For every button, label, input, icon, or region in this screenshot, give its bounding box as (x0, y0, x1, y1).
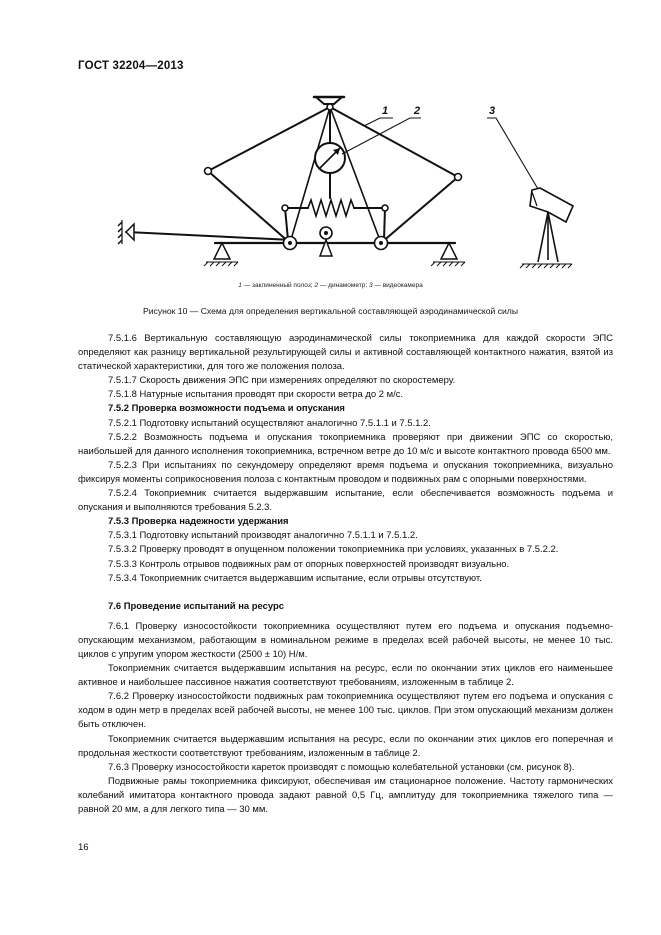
paragraph: 7.5.3.2 Проверку проводят в опущенном положении токоприемника при условиях, указанных в 7.5.2.2. (108, 544, 559, 556)
legend-num-2: 2 (314, 282, 319, 289)
paragraph: Подвижные рамы токоприемника фиксируют, обеспечивая им стационарное положение. Частоту гармонических колебаний имитатора контактного провода задают равной 0,5 Гц, амплитуду для токоприемника тяжелого типа — равной 20 мм, а для легкого типа — 30 мм. (78, 775, 613, 815)
legend-text-1: — заклиненный полоз; (241, 282, 315, 289)
paragraph: Токоприемник считается выдержавшим испытания на ресурс, если по окончании этих циклов его поперечная и продольная жесткости соответствуют требованиям, изложенным в таблице 2. (78, 733, 613, 759)
legend-text-2: — динамометр; (318, 282, 369, 289)
section-heading: 7.5.2 Проверка возможности подъема и опускания (108, 403, 345, 415)
figure-caption: Рисунок 10 — Схема для определения вертикальной составляющей аэродинамической силы (142, 306, 519, 316)
figure-legend (0, 282, 661, 289)
document-body (78, 332, 613, 817)
paragraph: 7.6.2 Проверку износостойкости подвижных рам токоприемника осуществляют путем его подъема и опускания с ходом в один метр в пределах всей рабочей высоты, не менее 100 тыс. циклов. При этом опускающий механизм должен быть отключен. (78, 691, 613, 731)
legend-num-3: 3 (368, 282, 373, 289)
paragraph: Токоприемник считается выдержавшим испытания на ресурс, если по окончании этих циклов его наименьшее активное и наибольшее пассивное нажатия соответствуют требованиям, изложенным в таблице 2. (78, 663, 613, 689)
paragraph: 7.5.2.4 Токоприемник считается выдержавшим испытание, если обеспечивается возможность подъема и опускания и выполняются требования 5.2.3. (78, 488, 613, 514)
page-number: 16 (78, 842, 89, 853)
video-camera-icon (522, 188, 573, 264)
paragraph: 7.5.3.1 Подготовку испытаний производят аналогично 7.5.1.1 и 7.5.1.2. (108, 530, 418, 542)
section-heading: 7.5.3 Проверка надежности удержания (108, 516, 289, 528)
legend-num-1: 1 (238, 282, 242, 289)
document-header: ГОСТ 32204—2013 (78, 60, 184, 72)
paragraph: 7.5.1.6 Вертикальную составляющую аэродинамической силы токоприемника для каждой скорости ЭПС определяют как разницу вертикальной результирующей силы и активной составляющей контактного нажатия, взятой из статической характеристики, для того же положения полоза. (78, 333, 613, 373)
paragraph: 7.5.1.8 Натурные испытания проводят при скорости ветра до 2 м/с. (108, 389, 404, 401)
callout-1: 1 (382, 105, 389, 117)
dynamometer-gauge-icon (315, 143, 345, 173)
figure-scheme (100, 90, 590, 275)
section-heading: 7.6 Проведение испытаний на ресурс (108, 600, 285, 612)
callout-2: 2 (414, 105, 421, 117)
legend-text-3: — видеокамера (372, 282, 423, 289)
paragraph: 7.5.3.3 Контроль отрывов подвижных рам от опорных поверхностей производят визуально. (108, 558, 510, 570)
paragraph: 7.6.3 Проверку износостойкости кареток производят с помощью колебательной установки (см. рисунок 8). (108, 761, 575, 773)
paragraph: 7.5.2.1 Подготовку испытаний осуществляют аналогично 7.5.1.1 и 7.5.1.2. (108, 417, 431, 429)
paragraph: 7.5.1.7 Скорость движения ЭПС при измерениях определяют по скоростемеру. (108, 375, 456, 387)
paragraph: 7.5.3.4 Токоприемник считается выдержавшим испытание, если отрывы отсутствуют. (108, 572, 482, 584)
callout-3: 3 (489, 105, 496, 117)
paragraph: 7.5.2.3 При испытаниях по секундомеру определяют время подъема и опускания токоприемника, визуально фиксируя моменты соприкосновения полоза с контактным проводом и подвижных рам с опорными поверхностями. (78, 459, 613, 485)
paragraph: 7.6.1 Проверку износостойкости токоприемника осуществляют путем его подъема и опускания подъемно-опускающим механизмом, работающим в номинальном режиме в пределах всей рабочей высоты, не менее 10 тыс. циклов с упругим упором жесткости (2500 ± 10) Н/м. (78, 620, 613, 660)
paragraph: 7.5.2.2 Возможность подъема и опускания токоприемника проверяют при движении ЭПС со скоростью, наибольшей для данного исполнения токоприемника, встречном ветре до 10 м/с и высоте контактного провода 6500 мм. (78, 431, 613, 457)
